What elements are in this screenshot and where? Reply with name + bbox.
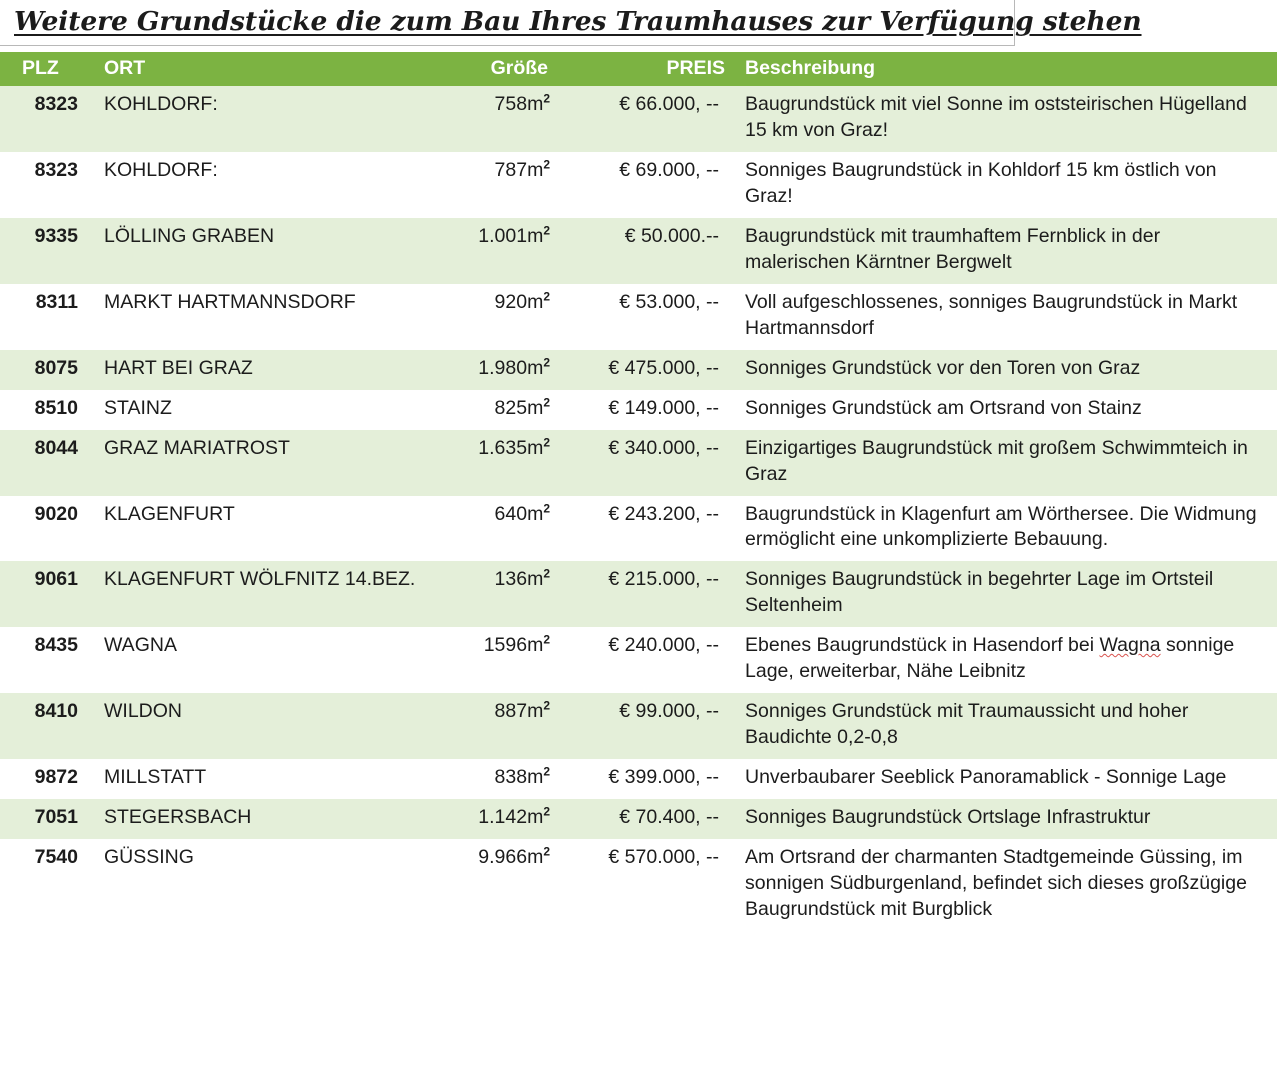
cell-description: Sonniges Grundstück am Ortsrand von Stainz [733, 390, 1277, 430]
cell-description: Am Ortsrand der charmanten Stadtgemeinde Güssing, im sonnigen Südburgenland, befindet sich dieses großzügige Baugrundstück mit Burgblick [733, 839, 1277, 931]
cell-size [444, 284, 556, 350]
cell-ort: WAGNA [92, 627, 444, 693]
size-unit-exponent: 2 [543, 501, 550, 515]
table-header-row [0, 52, 1277, 86]
cell-plz: 8323 [0, 152, 92, 218]
cell-ort: KLAGENFURT [92, 496, 444, 562]
size-unit-exponent: 2 [543, 844, 550, 859]
size-value: 920m [494, 290, 544, 313]
cell-price: € 240.000, -- [556, 627, 733, 693]
size-value: 9.966m [478, 845, 544, 868]
column-header-description: Beschreibung [733, 52, 1277, 86]
size-value: 1.635m [478, 436, 544, 459]
table-row [0, 390, 1277, 430]
cell-price: € 53.000, -- [556, 284, 733, 350]
property-listing-table [0, 52, 1277, 930]
size-unit-exponent: 2 [543, 566, 550, 581]
cell-size [444, 799, 556, 839]
column-header-ort: ORT [92, 52, 444, 86]
size-unit-exponent: 2 [543, 698, 550, 713]
table-row [0, 350, 1277, 390]
table-row [0, 496, 1277, 562]
cell-description: Sonniges Baugrundstück Ortslage Infrastruktur [733, 799, 1277, 839]
cell-description: Baugrundstück mit viel Sonne im oststeirischen Hügelland 15 km von Graz! [733, 86, 1277, 152]
cell-ort: KOHLDORF: [92, 152, 444, 218]
size-value: 1.001m [478, 225, 544, 248]
cell-description: Voll aufgeschlossenes, sonniges Baugrundstück in Markt Hartmannsdorf [733, 284, 1277, 350]
cell-price: € 69.000, -- [556, 152, 733, 218]
size-unit-exponent: 2 [543, 223, 550, 238]
table-row [0, 218, 1277, 284]
cell-price: € 340.000, -- [556, 430, 733, 496]
size-value: 787m [494, 159, 544, 182]
cell-ort: GÜSSING [92, 839, 444, 931]
cell-plz: 8044 [0, 430, 92, 496]
size-value: 825m [494, 396, 544, 419]
cell-plz: 7540 [0, 839, 92, 931]
cell-description: Baugrundstück mit traumhaftem Fernblick in der malerischen Kärntner Bergwelt [733, 218, 1277, 284]
cell-price: € 149.000, -- [556, 390, 733, 430]
size-unit-exponent: 2 [543, 395, 550, 410]
column-header-plz: PLZ [0, 52, 92, 86]
cell-price: € 70.400, -- [556, 799, 733, 839]
cell-ort: HART BEI GRAZ [92, 350, 444, 390]
cell-size [444, 218, 556, 284]
spellcheck-marked-word: Wagna [1099, 634, 1161, 657]
size-value: 1.980m [478, 356, 544, 379]
cell-size [444, 152, 556, 218]
cell-size [444, 627, 556, 693]
cell-description: Sonniges Baugrundstück in Kohldorf 15 km östlich von Graz! [733, 152, 1277, 218]
cell-plz: 9061 [0, 561, 92, 627]
size-unit-exponent: 2 [543, 289, 550, 304]
cell-price: € 50.000.-- [556, 218, 733, 284]
size-unit-exponent: 2 [543, 764, 550, 779]
size-unit-exponent: 2 [543, 157, 550, 172]
table-row [0, 86, 1277, 152]
cell-plz: 7051 [0, 799, 92, 839]
cell-size [444, 496, 556, 562]
cell-ort: GRAZ MARIATROST [92, 430, 444, 496]
column-header-price: PREIS [556, 52, 733, 86]
cell-price: € 243.200, -- [556, 496, 733, 562]
cell-price: € 215.000, -- [556, 561, 733, 627]
table-row [0, 284, 1277, 350]
cell-size [444, 86, 556, 152]
size-unit-exponent: 2 [543, 355, 550, 370]
size-unit-exponent: 2 [543, 91, 550, 106]
table-body [0, 86, 1277, 930]
cell-size [444, 759, 556, 799]
cell-description: Sonniges Baugrundstück in begehrter Lage im Ortsteil Seltenheim [733, 561, 1277, 627]
size-value: 1.142m [478, 805, 544, 828]
size-value: 136m [494, 568, 544, 591]
size-value: 838m [494, 765, 544, 788]
cell-ort: MILLSTATT [92, 759, 444, 799]
cell-size [444, 350, 556, 390]
cell-price: € 66.000, -- [556, 86, 733, 152]
cell-description: Baugrundstück in Klagenfurt am Wörthersee. Die Widmung ermöglicht eine unkomplizierte Bebauung. [733, 496, 1277, 562]
table-row [0, 759, 1277, 799]
cell-plz: 9020 [0, 496, 92, 562]
size-unit-exponent: 2 [543, 632, 550, 647]
page-title: Weitere Grundstücke die zum Bau Ihres Traumhauses zur Verfügung stehen [14, 6, 1142, 37]
cell-ort: KLAGENFURT WÖLFNITZ 14.BEZ. [92, 561, 444, 627]
cell-size [444, 390, 556, 430]
size-unit-exponent: 2 [543, 804, 550, 819]
cell-plz: 9335 [0, 218, 92, 284]
table-row [0, 693, 1277, 759]
cell-description: Unverbaubarer Seeblick Panoramablick - Sonnige Lage [733, 759, 1277, 799]
cell-plz: 9872 [0, 759, 92, 799]
cell-plz: 8311 [0, 284, 92, 350]
size-value: 1596m [483, 634, 544, 657]
cell-price: € 399.000, -- [556, 759, 733, 799]
cell-size [444, 839, 556, 931]
cell-ort: WILDON [92, 693, 444, 759]
size-value: 887m [494, 700, 544, 723]
cell-plz: 8323 [0, 86, 92, 152]
cell-ort: KOHLDORF: [92, 86, 444, 152]
table-row [0, 627, 1277, 693]
cell-price: € 570.000, -- [556, 839, 733, 931]
cell-plz: 8410 [0, 693, 92, 759]
cell-plz: 8075 [0, 350, 92, 390]
cell-size [444, 693, 556, 759]
cell-ort: STAINZ [92, 390, 444, 430]
cell-description: Sonniges Grundstück mit Traumaussicht und hoher Baudichte 0,2-0,8 [733, 693, 1277, 759]
table-row [0, 839, 1277, 931]
cell-ort: STEGERSBACH [92, 799, 444, 839]
table-header [0, 52, 1277, 86]
cell-plz: 8510 [0, 390, 92, 430]
cell-ort: MARKT HARTMANNSDORF [92, 284, 444, 350]
cell-description: Sonniges Grundstück vor den Toren von Graz [733, 350, 1277, 390]
table-row [0, 152, 1277, 218]
size-unit-exponent: 2 [543, 435, 550, 450]
cell-price: € 475.000, -- [556, 350, 733, 390]
cell-plz: 8435 [0, 627, 92, 693]
table-row [0, 430, 1277, 496]
cell-description: Einzigartiges Baugrundstück mit großem Schwimmteich in Graz [733, 430, 1277, 496]
cell-size [444, 561, 556, 627]
document-title-box [0, 0, 1142, 46]
column-header-size: Größe [444, 52, 556, 86]
cell-size [444, 430, 556, 496]
cell-ort: LÖLLING GRABEN [92, 218, 444, 284]
cell-price: € 99.000, -- [556, 693, 733, 759]
table-row [0, 561, 1277, 627]
cell-description: Ebenes Baugrundstück in Hasendorf bei Wagna sonnige Lage, erweiterbar, Nähe Leibnitz [733, 627, 1277, 693]
table-row [0, 799, 1277, 839]
size-value: 640m [494, 502, 544, 525]
size-value: 758m [494, 93, 544, 116]
